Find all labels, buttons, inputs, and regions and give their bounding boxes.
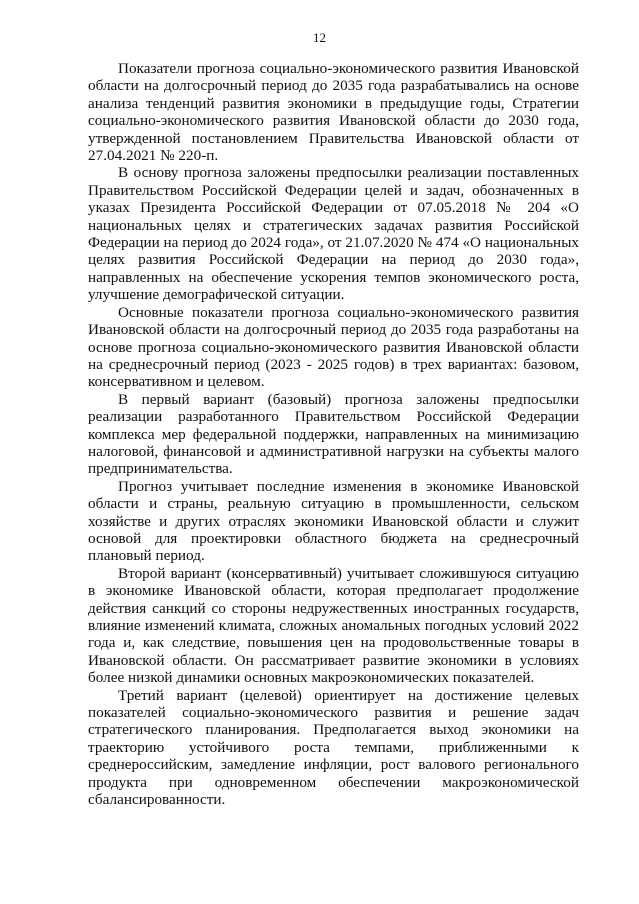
paragraph: Показатели прогноза социально-экономического развития Ивановской области на долгосрочный период до 2035 года разрабатывались на основе анализа тенденций развития экономики в предыдущие годы, Стратегии социально-экономического развития Ивановской области до 2030 года, утвержденной постановлением Правительства Ивановской области от 27.04.2021 № 220-п. — [88, 60, 579, 165]
paragraph: Прогноз учитывает последние изменения в экономике Ивановской области и страны, реальную ситуацию в промышленности, сельском хозяйстве и других отраслях экономики Ивановской области и служит основой для проектировки областного бюджета на среднесрочный плановый период. — [88, 477, 579, 565]
paragraph: В основу прогноза заложены предпосылки реализации поставленных Правительством Российской Федерации целей и задач, обозначенных в указах Президента Российской Федерации от 07.05.2018 № 204 «О национальных целях и стратегических задачах развития Российской Федерации на период до 2024 года», от 21.07.2020 № 474 «О национальных целях развития Российской Федерации на период до 2030 года», направленных на обеспечение ускорения темпов экономического роста, улучшение демографической ситуации. — [88, 164, 579, 304]
paragraph: Основные показатели прогноза социально-экономического развития Ивановской области на долгосрочный период до 2035 года разработаны на основе прогноза социально-экономического развития Ивановской области на среднесрочный период (2023 - 2025 годов) в трех вариантах: базовом, консервативном и целевом. — [88, 303, 579, 391]
document-body — [88, 60, 579, 808]
paragraph: Третий вариант (целевой) ориентирует на достижение целевых показателей социально-экономического развития и решение задач стратегического планирования. Предполагается выход экономики на траекторию устойчивого роста темпами, приближенными к среднероссийским, замедление инфляции, рост валового регионального продукта при одновременном обеспечении макроэкономической сбалансированности. — [88, 686, 579, 809]
page-number: 12 — [313, 30, 326, 45]
paragraph: Второй вариант (консервативный) учитывает сложившуюся ситуацию в экономике Ивановской области, которая предполагает продолжение действия санкций со стороны недружественных иностранных государств, влияние изменений климата, сложных аномальных погодных условий 2022 года и, как следствие, повышения цен на продовольственные товары в Ивановской области. Он рассматривает развитие экономики в условиях более низкой динамики основных макроэкономических показателей. — [88, 564, 579, 687]
paragraph: В первый вариант (базовый) прогноза заложены предпосылки реализации разработанного Правительством Российской Федерации комплекса мер федеральной поддержки, направленных на минимизацию налоговой, финансовой и административной нагрузки на субъекты малого предпринимательства. — [88, 390, 579, 478]
